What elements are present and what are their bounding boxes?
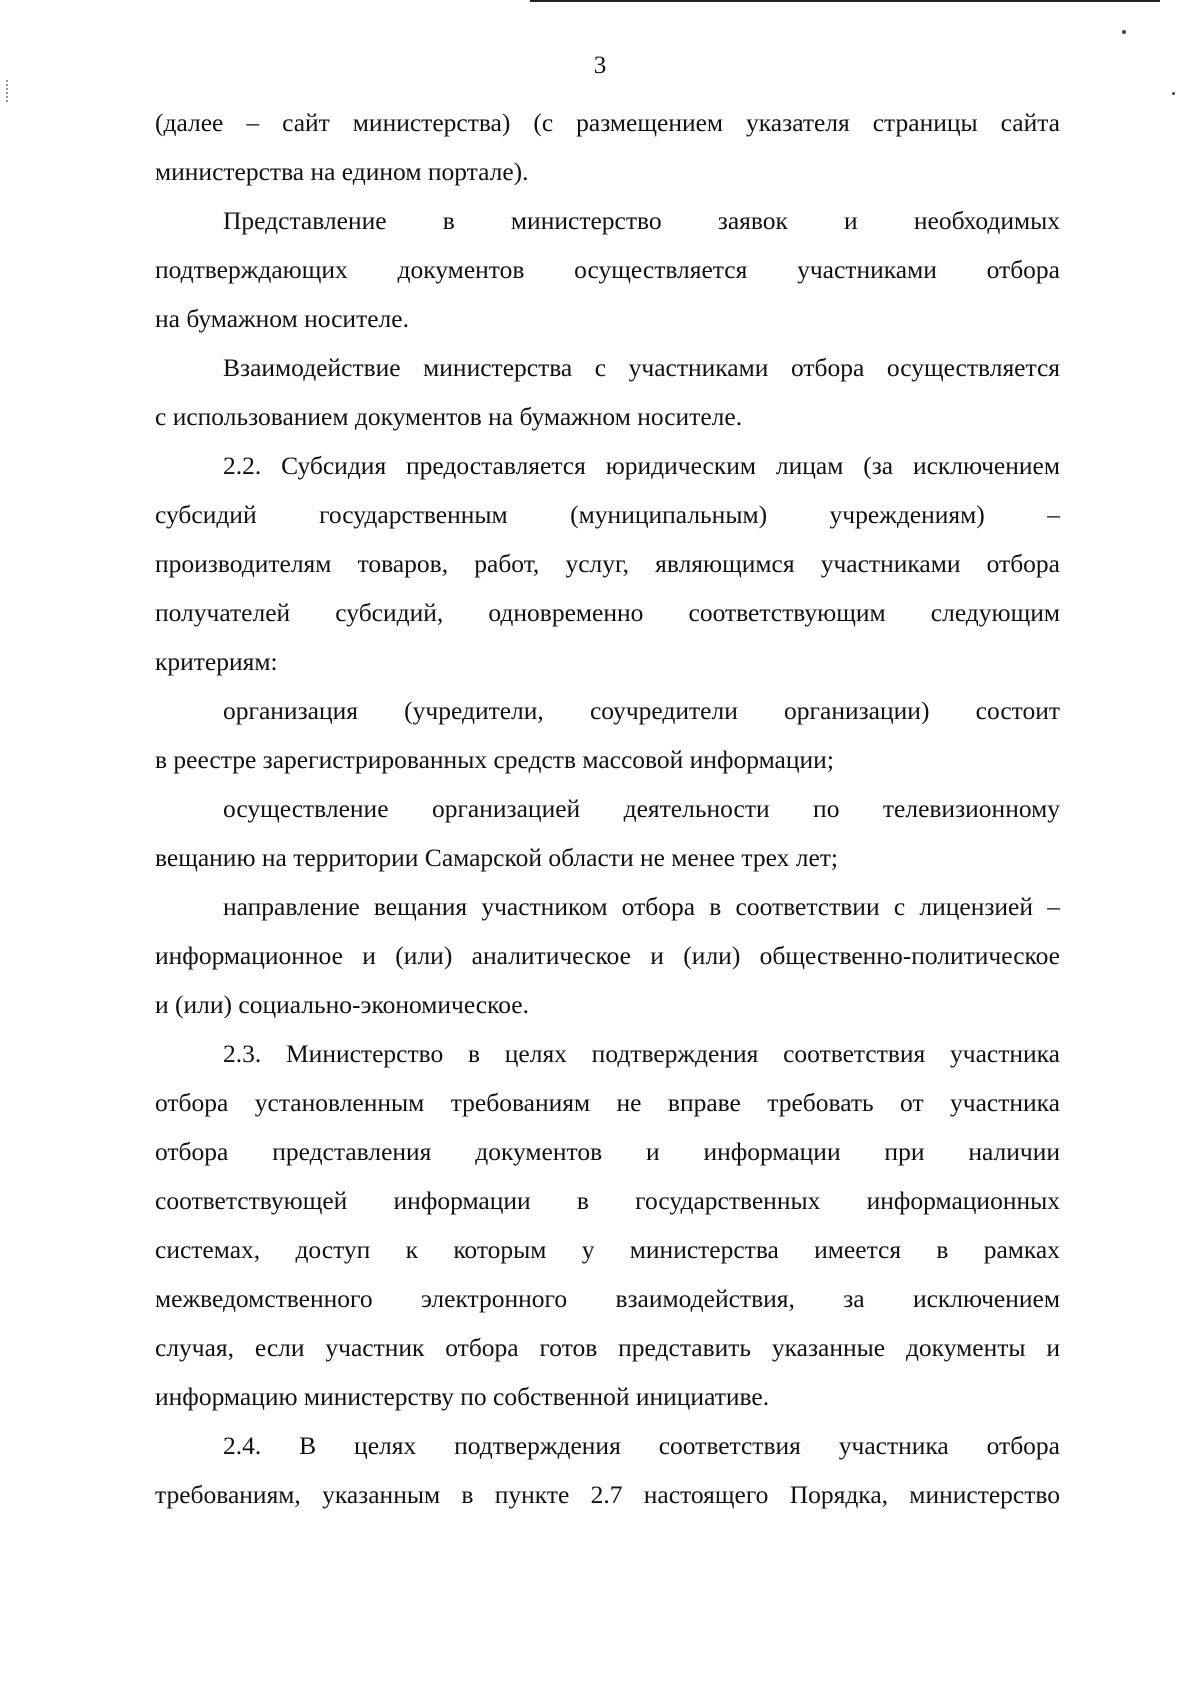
text-line: Взаимодействие министерства с участниками отбора осуществляется [223,353,1060,382]
paragraph [155,441,1060,686]
text-line: информационное и (или) аналитическое и (или) общественно-политическое [155,941,1060,970]
text-line: субсидий государственным (муниципальным) учреждениям) – [155,500,1060,529]
top-edge-rule [530,0,1160,2]
paragraph [155,882,1060,1029]
text-line: вещанию на территории Самарской области не менее трех лет; [155,843,838,872]
text-line: информацию министерству по собственной инициативе. [155,1382,770,1411]
text-line: с использованием документов на бумажном носителе. [155,402,743,431]
text-line: 2.2. Субсидия предоставляется юридическим лицам (за исключением [223,451,1060,480]
paragraph [155,1421,1060,1519]
text-line: на бумажном носителе. [155,304,409,333]
document-body [155,98,1060,1519]
text-line: 2.4. В целях подтверждения соответствия участника отбора [223,1431,1060,1460]
text-line: требованиям, указанным в пункте 2.7 настоящего Порядка, министерство [155,1480,1060,1509]
text-line: подтверждающих документов осуществляется участниками отбора [155,255,1060,284]
text-line: в реестре зарегистрированных средств массовой информации; [155,745,834,774]
text-line: получателей субсидий, одновременно соответствующим следующим [155,598,1060,627]
text-line: осуществление организацией деятельности по телевизионному [223,794,1060,823]
paragraph [155,196,1060,343]
paragraph [155,98,1060,196]
text-line: Представление в министерство заявок и необходимых [223,206,1060,235]
text-line: соответствующей информации в государственных информационных [155,1186,1060,1215]
margin-scan-mark [6,80,10,102]
text-line: случая, если участник отбора готов представить указанные документы и [155,1333,1060,1362]
scan-speck [1122,30,1126,34]
text-line: системах, доступ к которым у министерства имеется в рамках [155,1235,1060,1264]
text-line: (далее – сайт министерства) (с размещением указателя страницы сайта [155,108,1060,137]
text-line: 2.3. Министерство в целях подтверждения соответствия участника [223,1039,1060,1068]
text-line: критериям: [155,647,278,676]
paragraph [155,686,1060,784]
paragraph [155,343,1060,441]
page-number: 3 [593,52,607,79]
text-line: министерства на едином портале). [155,157,529,186]
text-line: и (или) социально-экономическое. [155,990,529,1019]
paragraph [155,1029,1060,1421]
text-line: направление вещания участником отбора в соответствии с лицензией – [223,892,1060,921]
scan-speck [1172,92,1175,95]
text-line: организация (учредители, соучредители организации) состоит [223,696,1060,725]
text-line: производителям товаров, работ, услуг, являющимся участниками отбора [155,549,1060,578]
paragraph [155,784,1060,882]
text-line: отбора установленным требованиям не вправе требовать от участника [155,1088,1060,1117]
text-line: межведомственного электронного взаимодействия, за исключением [155,1284,1060,1313]
text-line: отбора представления документов и информации при наличии [155,1137,1060,1166]
